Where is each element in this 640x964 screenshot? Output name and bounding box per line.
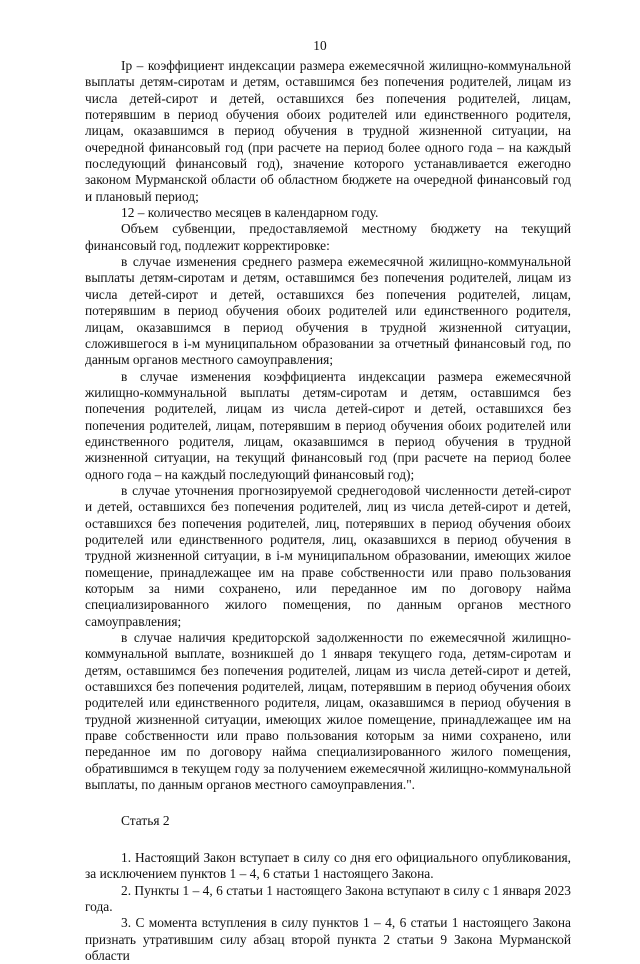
article-item-2: 2. Пункты 1 – 4, 6 статьи 1 настоящего Закона вступают в силу с 1 января 2023 года. [85,882,571,914]
paragraph-case-arrears: в случае наличия кредиторской задолженности по ежемесячной жилищно-коммунальной выплате, возникшей до 1 января текущего года, детям-сиротам и детям, оставшимся без попечения родителей, лицам из числа детей-сирот и детей, оставшихся без попечения родителей, лицам, потерявшим в период обучения обоих родителей или единственного родителя, лицам, оказавшимся в период обучения в трудной жизненной ситуации, имеющих жилое помещение, принадлежащее им на праве собственности или право пользования которым за ними сохранено, или переданное им по договору найма специализированного жилого помещения, обратившимся в текущем году за получением ежемесячной жилищно-коммунальной выплаты, по данным органов местного самоуправления.". [85,630,571,793]
paragraph-months-count: 12 – количество месяцев в календарном году. [121,205,379,221]
article-heading: Статья 2 [121,813,170,829]
paragraph-case-indexation: в случае изменения коэффициента индексации размера ежемесячной жилищно-коммунальной выплаты детям-сиротам и детям, оставшимся без попечения родителей, лицам из числа детей-сирот и детей, оставшихся без попечения родителей, лицам, потерявшим в период обучения обоих родителей или единственного родителя, лицам, оказавшимся в период обучения в трудной жизненной ситуации, на текущий финансовый год (при расчете на период более одного года – на каждый последующий финансовый год); [85,368,571,482]
article-item-3: 3. С момента вступления в силу пунктов 1 – 4, 6 статьи 1 настоящего Закона признать утратившим силу абзац второй пункта 2 статьи 9 Закона Мурманской области [85,915,571,963]
page-number: 10 [313,38,327,53]
paragraph-subvention-correction: Объем субвенции, предоставляемой местному бюджету на текущий финансовый год, подлежит корректировке: [85,221,571,253]
paragraph-case-average-size: в случае изменения среднего размера ежемесячной жилищно-коммунальной выплаты детям-сиротам и детям, оставшимся без попечения родителей, лицам из числа детей-сирот и детей, оставшихся без попечения родителей, лицам, потерявшим в период обучения обоих родителей или единственного родителя, лицам, оказавшимся в период обучения в трудной жизненной ситуации, сложившегося в i-м муниципальном образовании за отчетный финансовый год, по данным органов местного самоуправления; [85,254,571,368]
paragraph-case-headcount: в случае уточнения прогнозируемой среднегодовой численности детей-сирот и детей, оставшихся без попечения родителей, лиц из числа детей-сирот и детей, оставшихся без попечения родителей, лиц, потерявших в период обучения обоих родителей или единственного родителя, лиц, оказавшихся в период обучения в трудной жизненной ситуации, в i-м муниципальном образовании, имеющих жилое помещение, принадлежащее им на праве собственности или право пользования которым за ними сохранено, или переданное им по договору найма специализированного жилого помещения, по данным органов местного самоуправления; [85,482,571,629]
paragraph-coefficient-definition: Ip – коэффициент индексации размера ежемесячной жилищно-коммунальной выплаты детям-сиротам и детям, оставшимся без попечения родителей, лицам из числа детей-сирот и детей, оставшихся без попечения родителей, лицам, потерявшим в период обучения обоих родителей или единственного родителя, лицам, оказавшимся в период обучения в трудной жизненной ситуации, на очередной финансовый год (при расчете на период более одного года – на каждый последующий финансовый год), значение которого устанавливается ежегодно законом Мурманской области об областном бюджете на очередной финансовый год и плановый период; [85,58,571,204]
document-body [85,58,571,964]
article-item-1: 1. Настоящий Закон вступает в силу со дня его официального опубликования, за исключением пунктов 1 – 4, 6 статьи 1 настоящего Закона. [85,849,571,882]
